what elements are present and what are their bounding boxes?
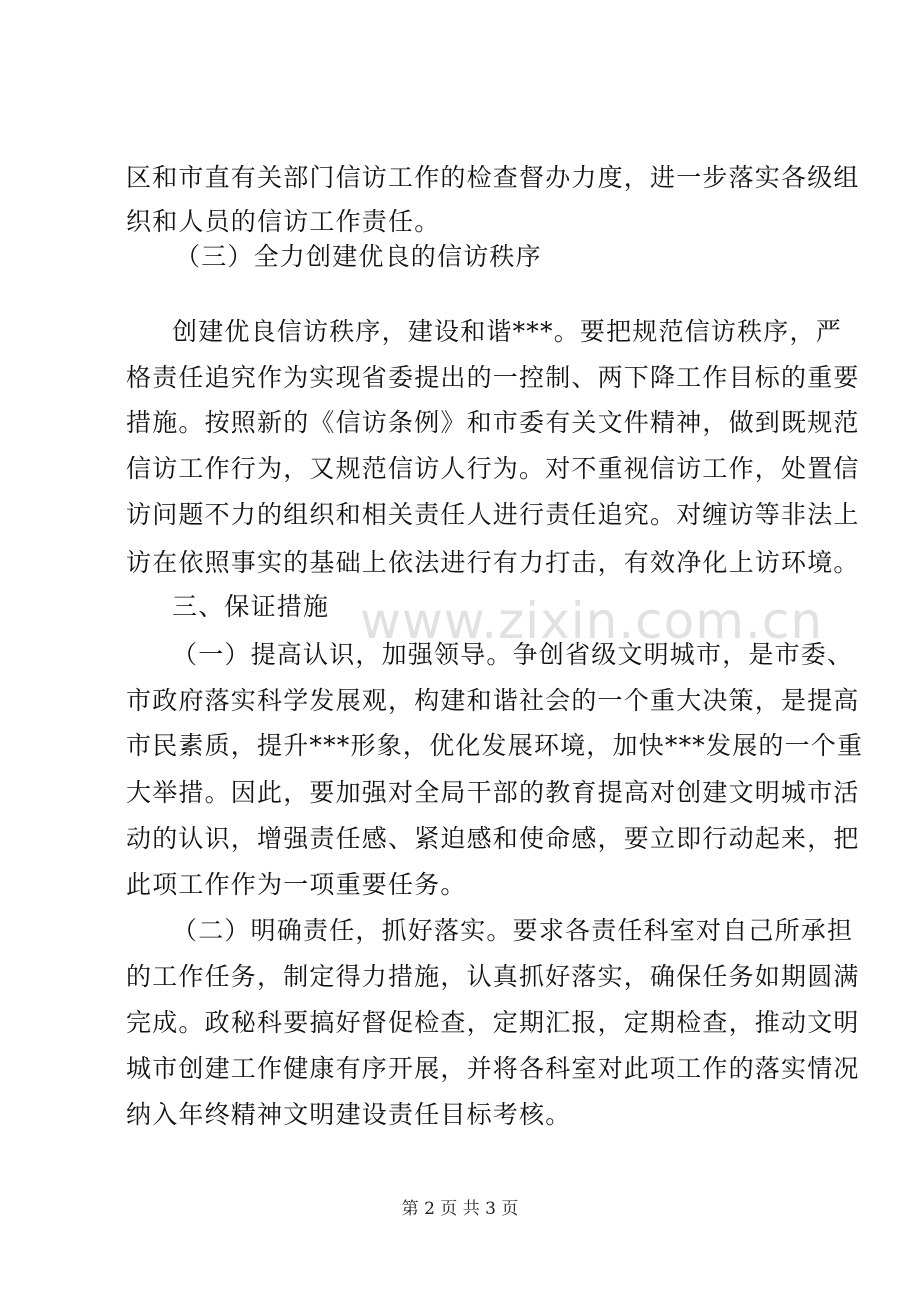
body-line: 访在依照事实的基础上依法进行有力打击，有效净化上访环境。 (126, 548, 860, 577)
body-line: 城市创建工作健康有序开展，并将各科室对此项工作的落实情况 (126, 1054, 860, 1083)
body-line: （一）提高认识，加强领导。争创省级文明城市，是市委、 (172, 640, 854, 669)
body-line: 区和市直有关部门信访工作的检查督办力度，进一步落实各级组 (126, 163, 860, 192)
body-line: 此项工作作为一项重要任务。 (126, 870, 467, 899)
body-line: 市民素质，提升***形象，优化发展环境，加快***发展的一个重 (126, 731, 864, 760)
section-heading: 三、保证措施 (172, 592, 330, 621)
body-line: 织和人员的信访工作责任。 (126, 207, 441, 236)
page-footer: 第 2 页 共 3 页 (401, 1199, 519, 1219)
body-line: 访问题不力的组织和相关责任人进行责任追究。对缠访等非法上 (126, 500, 860, 529)
body-line: 市政府落实科学发展观，构建和谐社会的一个重大决策，是提高 (126, 686, 860, 715)
body-line: 纳入年终精神文明建设责任目标考核。 (126, 1100, 572, 1129)
body-line: 格责任追究作为实现省委提出的一控制、两下降工作目标的重要 (126, 363, 860, 392)
body-line: 创建优良信访秩序，建设和谐***。要把规范信访秩序，严 (172, 317, 842, 346)
body-line: 完成。政秘科要搞好督促检查，定期汇报，定期检查，推动文明 (126, 1008, 860, 1037)
body-line: 的工作任务，制定得力措施，认真抓好落实，确保任务如期圆满 (126, 962, 860, 991)
body-line: 大举措。因此，要加强对全局干部的教育提高对创建文明城市活 (126, 778, 860, 807)
watermark: www.zixin.com.cn (360, 592, 824, 650)
body-line: 信访工作行为，又规范信访人行为。对不重视信访工作，处置信 (126, 454, 860, 483)
body-line: 措施。按照新的《信访条例》和市委有关文件精神，做到既规范 (126, 408, 860, 437)
body-line: （二）明确责任，抓好落实。要求各责任科室对自己所承担 (172, 916, 854, 945)
section-heading: （三）全力创建优良的信访秩序 (175, 242, 542, 271)
body-line: 动的认识，增强责任感、紧迫感和使命感，要立即行动起来，把 (126, 824, 860, 853)
